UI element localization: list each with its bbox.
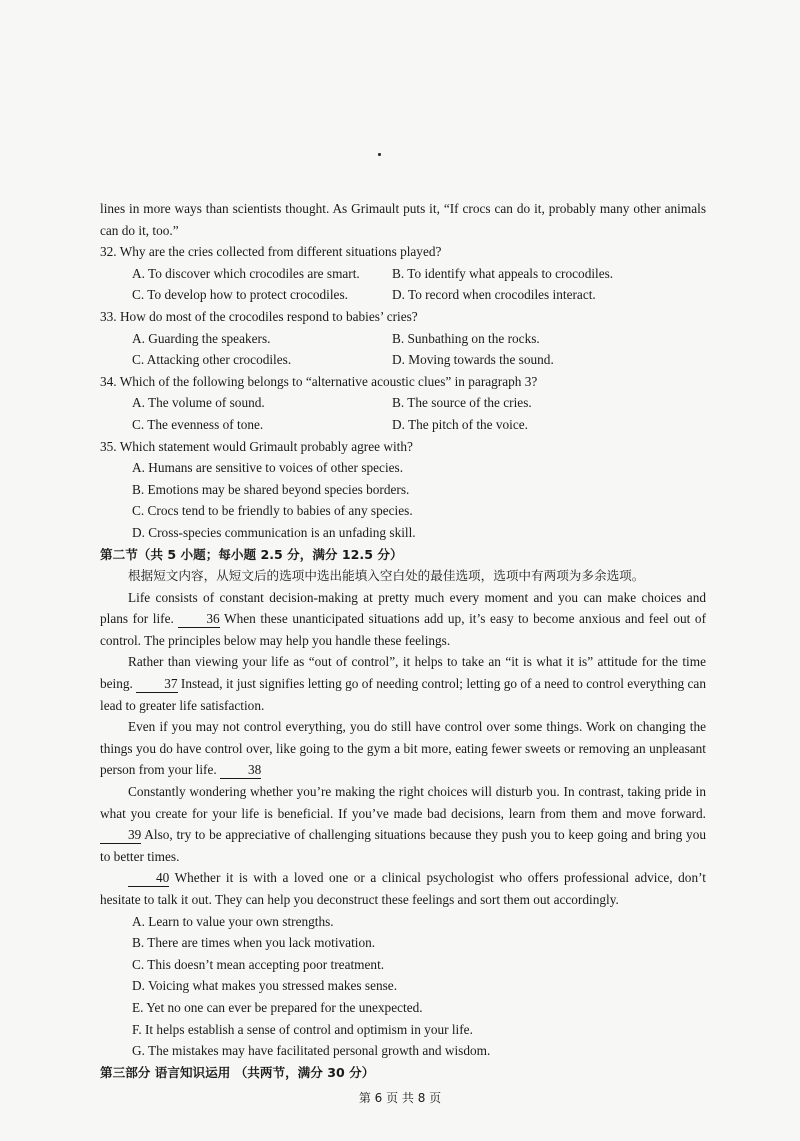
part-3-heading: 第三部分 语言知识运用 （共两节，满分 30 分） [100, 1064, 375, 1080]
scan-speck [378, 153, 381, 156]
option-b: B. The source of the cries. [392, 395, 532, 411]
choice-g: G. The mistakes may have facilitated personal growth and wisdom. [132, 1043, 491, 1059]
options-row [100, 284, 706, 306]
options-row [100, 328, 706, 350]
choice-f: F. It helps establish a sense of control and optimism in your life. [132, 1021, 473, 1037]
blank-38: 38 [220, 762, 261, 779]
choice-b: B. There are times when you lack motivation. [132, 935, 376, 951]
blank-36: 36 [178, 611, 219, 628]
text: Rather than viewing your life as “out of control”, it helps to take an “it is what it is” attitude for the time being. [100, 654, 706, 692]
option-c: C. To develop how to protect crocodiles. [132, 287, 348, 303]
question-33: 33. How do most of the crocodiles respond to babies’ cries? [100, 308, 418, 324]
cloze-paragraph-3 [100, 716, 706, 781]
option-c: C. The evenness of tone. [132, 416, 264, 432]
question-34: 34. Which of the following belongs to “alternative acoustic clues” in paragraph 3? [100, 373, 538, 389]
cloze-paragraph-5 [100, 867, 706, 910]
choice-e: E. Yet no one can ever be prepared for the unexpected. [132, 999, 423, 1015]
section-heading: 第二节（共 5 小题；每小题 2.5 分，满分 12.5 分） [100, 546, 403, 562]
option-d: D. Moving towards the sound. [392, 352, 554, 368]
page-content [100, 198, 706, 1083]
passage-continuation: lines in more ways than scientists thought. As Grimault puts it, “If crocs can do it, probably many other animals can do it, too.” [100, 201, 706, 238]
blank-39: 39 [100, 827, 141, 844]
choice-c: C. This doesn’t mean accepting poor treatment. [132, 956, 385, 972]
option-d: D. To record when crocodiles interact. [392, 287, 596, 303]
text: Even if you may not control everything, you do still have control over some things. Work on changing the things you do have control over, like going to the gym a bit more, eating fewer sweets or removing an unpleasant person from your life. [100, 719, 706, 778]
cloze-paragraph-4 [100, 781, 706, 867]
question-32: 32. Why are the cries collected from different situations played? [100, 244, 442, 260]
options-row [100, 349, 706, 371]
choice-d: D. Voicing what makes you stressed makes sense. [132, 978, 398, 994]
choice-a: A. Learn to value your own strengths. [132, 913, 334, 929]
option-a: A. The volume of sound. [132, 395, 265, 411]
text: Also, try to be appreciative of challenging situations because they push you to keep going and bring you to better times. [100, 827, 706, 864]
option-b: B. To identify what appeals to crocodiles. [392, 265, 614, 281]
options-row [100, 414, 706, 436]
text: Constantly wondering whether you’re making the right choices will disturb you. In contrast, taking pride in what you create for your life is beneficial. If you’ve made bad decisions, learn from them and move forward. [100, 784, 706, 821]
option-d: D. Cross-species communication is an unfading skill. [132, 524, 416, 540]
section-instruction: 根据短文内容，从短文后的选项中选出能填入空白处的最佳选项，选项中有两项为多余选项。 [128, 568, 645, 584]
option-c: C. Attacking other crocodiles. [132, 352, 292, 368]
option-d: D. The pitch of the voice. [392, 416, 529, 432]
option-b: B. Emotions may be shared beyond species borders. [132, 481, 410, 497]
blank-37: 37 [136, 676, 177, 693]
option-c: C. Crocs tend to be friendly to babies of any species. [132, 503, 413, 519]
option-a: A. Humans are sensitive to voices of other species. [132, 460, 404, 476]
option-b: B. Sunbathing on the rocks. [392, 330, 540, 346]
text: Life consists of constant decision-making at pretty much every moment and you can make choices and plans for life. [100, 589, 706, 627]
page-footer: 第 6 页 共 8 页 [358, 1091, 442, 1105]
options-row [100, 263, 706, 285]
cloze-paragraph-2 [100, 651, 706, 716]
options-row [100, 392, 706, 414]
question-35: 35. Which statement would Grimault probably agree with? [100, 438, 413, 454]
text: When these unanticipated situations add up, it’s easy to become anxious and feel out of control. The principles below may help you handle these feelings. [100, 611, 706, 648]
option-a: A. To discover which crocodiles are smart. [132, 265, 360, 281]
option-a: A. Guarding the speakers. [132, 330, 271, 346]
text: Instead, it just signifies letting go of needing control; letting go of a need to control everything can lead to greater life satisfaction. [100, 676, 706, 713]
cloze-paragraph-1 [100, 587, 706, 652]
blank-40: 40 [128, 870, 169, 887]
text: Whether it is with a loved one or a clinical psychologist who offers professional advice, don’t hesitate to talk it out. They can help you deconstruct these feelings and sort them out accordingly. [100, 870, 706, 907]
